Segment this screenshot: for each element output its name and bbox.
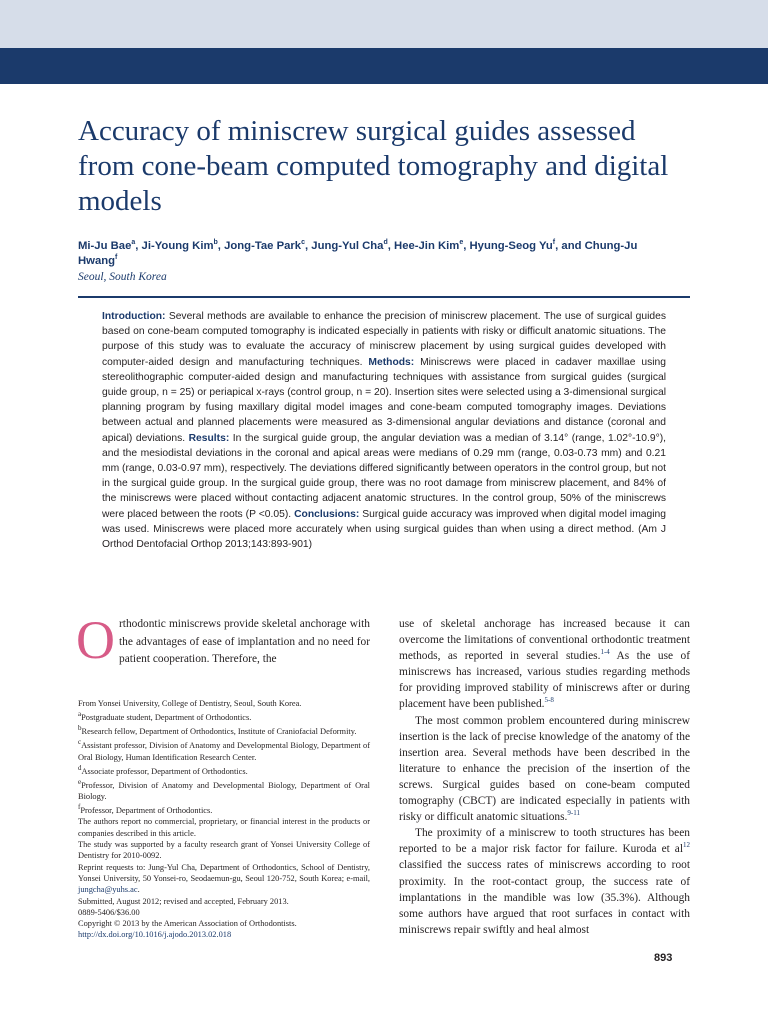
journal-header-bar (0, 48, 768, 127)
footnote-mark: a (78, 710, 82, 719)
body-text: The most common problem encountered during miniscrew insertion is the lack of precise knowledge of the anatomy of the insertion area. Several methods have been described in the literature to enhance the precision of the insertion of the screws. Surgical guides based on cone-beam computed tomography (CBCT) are indicated especially in patients with risky or difficult anatomic situations. (399, 714, 690, 824)
abstract-methods-label: Methods: (368, 356, 415, 368)
header-band (0, 0, 768, 48)
body-text: classified the success rates of miniscrews according to root proximity. In the root-contact group, the success rate of implantations in the mandible was low (35.3%). Although some authors have argued that root surfaces in contact with miniscrews repair swiftly and heal almost (399, 859, 690, 936)
title-divider (78, 296, 690, 298)
footnote-link[interactable]: http://dx.doi.org/10.1016/j.ajodo.2013.02.018 (78, 930, 232, 940)
body-intro-text: rthodontic miniscrews provide skeletal anchorage with the advantages of ease of implantation and no need for patient cooperation. Therefore, the (119, 618, 370, 666)
abstract-results-label: Results: (188, 432, 230, 444)
abstract-intro-text: Several methods are available to enhance the precision of miniscrew placement. The use of surgical guides based on cone-beam computed tomography is indicated especially in patients with risky or difficult anatomic situations. The purpose of this study was to evaluate the accuracy of miniscrew placement by using surgical guides developed with computer-aided design and manufacturing techniques. (102, 311, 666, 368)
author-separator: , (135, 240, 142, 252)
body-paragraph (399, 713, 690, 826)
footnote-mark: f (78, 803, 81, 812)
footnote (78, 896, 370, 907)
footnote (78, 737, 370, 762)
abstract-intro-label: Introduction: (102, 311, 166, 322)
article-title: Accuracy of miniscrew surgical guides assessed from cone-beam computed tomography and digital models (78, 115, 669, 217)
footnote (78, 802, 370, 816)
author-name: Hyung-Seog Yu (469, 240, 553, 252)
author-name: Ji-Young Kim (141, 240, 214, 252)
body-text: The proximity of a miniscrew to tooth structures has been reported to be a major risk factor for failure. Kuroda et al (399, 827, 690, 856)
author-name: Mi-Ju Bae (78, 240, 132, 252)
author-affiliation-mark: f (115, 254, 118, 262)
citation-ref[interactable]: 9-11 (567, 809, 580, 818)
footnote-text: Assistant professor, Division of Anatomy and Developmental Biology, Department of Oral Biology, Human Identification Research Center. (78, 741, 370, 762)
footnote (78, 777, 370, 802)
footnote (78, 907, 370, 918)
abstract-conclusions-label: Conclusions: (294, 508, 360, 520)
abstract-conclusions-text: Surgical guide accuracy was improved when digital model imaging was used. Miniscrews were placed more accurately when using surgical guides than when using a direct method. (Am J Orthod Dentofacial Orthop 2013;143:893-901) (102, 508, 666, 551)
drop-cap: O (76, 610, 115, 670)
author-location: Seoul, South Korea (78, 271, 167, 283)
body-paragraph (399, 825, 690, 938)
abstract (102, 309, 666, 552)
footnote (78, 698, 370, 709)
body-intro-paragraph (76, 610, 370, 670)
footnote-text-end: . (137, 885, 140, 895)
body-text: use of skeletal anchorage has increased because it can overcome the limitations of conventional orthodontic treatment methods, as reported in several studies. (399, 618, 690, 663)
footnote (78, 723, 370, 737)
citation-ref[interactable]: 1-4 (600, 648, 610, 657)
citation-ref[interactable]: 5-8 (544, 696, 554, 705)
author-separator: , and (555, 240, 585, 252)
journal-logo: AJO-DO (610, 83, 756, 127)
footnote-text: The authors report no commercial, proprietary, or financial interest in the products or companies described in this article. (78, 817, 370, 838)
footnote-text: Research fellow, Department of Orthodontics, Institute of Craniofacial Deformity. (81, 727, 357, 737)
page-number: 893 (654, 952, 673, 964)
author-name: Jong-Tae Park (224, 240, 302, 252)
footnote-mark: c (78, 738, 82, 747)
footnote (78, 709, 370, 723)
footnote (78, 918, 370, 929)
section-label: TECHNO BYTES (78, 102, 182, 117)
footnote (78, 763, 370, 777)
author-affiliation-mark: a (131, 239, 136, 247)
author-affiliation-mark: c (301, 239, 305, 247)
footnote-text: The study was supported by a faculty research grant of Yonsei University College of Dentistry for 2010-0092. (78, 840, 370, 861)
author-affiliation-mark: d (383, 239, 388, 247)
footnote-text: From Yonsei University, College of Dentistry, Seoul, South Korea. (78, 699, 302, 708)
abstract-results-text: In the surgical guide group, the angular deviation was a median of 3.14° (range, 1.02°-10.9°), and the mesiodistal deviations in the coronal and apical areas were medians of 0.29 mm (range, 0.03-0.73 mm) and 0.21 mm (range, 0.03-0.97 mm), respectively. The deviations differed significantly between operators in the control group, but not in the surgical guide group. In the surgical guide group, there was no root damage from miniscrew placement, and 84% of the miniscrews were placed without contacting adjacent anatomic structures. In the control group, 50% of the miniscrews were placed between the roots (P <0.05). (102, 432, 666, 520)
footnote-text: Submitted, August 2012; revised and accepted, February 2013. (78, 896, 289, 906)
author-affiliation-mark: f (552, 239, 556, 247)
footnote-text: Associate professor, Department of Orthodontics. (81, 766, 248, 776)
author-list (78, 239, 638, 269)
footnote (78, 862, 370, 896)
abstract-methods-text: Miniscrews were placed in cadaver maxillae using stereolithographic computer-aided design and manufacturing techniques with assistance from surgical guides (surgical guide group, n = 25) or periapical x-rays (control group, n = 20). Insertion sites were selected using a 3-dimensional surgical planning program by fusing maxillary digital model images and cone-beam computed tomography images. Deviations between actual and planned placements were measured as 3-dimensional angular deviations and distance (coronal and apical) deviations. (102, 356, 666, 444)
author-affiliation-mark: b (213, 239, 218, 247)
body-text: As the use of miniscrews has increased, various studies regarding methods for providing improved stability of miniscrews after or during placement have been published. (399, 650, 690, 711)
author-separator: , (387, 240, 395, 252)
footnote (78, 839, 370, 862)
body-paragraph (399, 616, 690, 713)
body-right-column (399, 616, 690, 938)
footnote-mark: e (78, 777, 82, 786)
affiliation-footnotes (78, 698, 370, 941)
footnote-mark: b (78, 724, 82, 733)
author-affiliation-mark: e (459, 239, 464, 247)
footnote-text: Professor, Division of Anatomy and Developmental Biology, Department of Oral Biology. (78, 780, 370, 802)
footnote-text: Professor, Department of Orthodontics. (80, 806, 213, 816)
footnote-text: Postgraduate student, Department of Orthodontics. (81, 713, 252, 723)
author-name: Chung-Ju Hwang (78, 240, 638, 267)
footnote-text: 0889-5406/$36.00 (78, 907, 140, 917)
footnote-link[interactable]: jungcha@yuhs.ac (78, 885, 138, 895)
footnote (78, 929, 370, 940)
author-separator: , (305, 240, 312, 252)
footnote-mark: d (78, 763, 82, 772)
author-separator: , (217, 240, 225, 252)
footnote-text: Copyright © 2013 by the American Association of Orthodontists. (78, 919, 297, 929)
author-name: Hee-Jin Kim (394, 240, 460, 252)
footnote-text: Reprint requests to: Jung-Yul Cha, Department of Orthodontics, School of Dentistry, Yonsei University, 50 Yonsei-ro, Seodaemun-gu, Seoul 120-752, South Korea; e-mail, (78, 862, 370, 883)
author-separator: , (463, 240, 470, 252)
author-name: Jung-Yul Cha (311, 240, 384, 252)
citation-ref[interactable]: 12 (683, 841, 690, 850)
footnote (78, 816, 370, 839)
